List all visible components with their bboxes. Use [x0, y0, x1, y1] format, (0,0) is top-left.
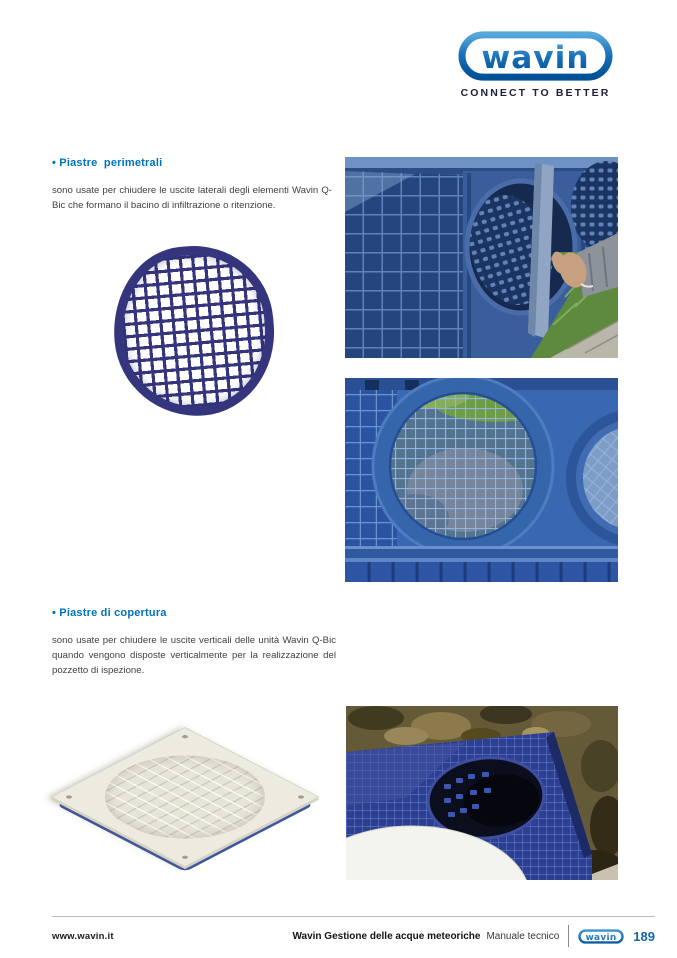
page-number: 189: [633, 928, 655, 944]
footer-right-group: [292, 924, 655, 948]
wavin-logo-small-text: wavin: [585, 932, 617, 943]
section-body-piastre-di-copertura: sono usate per chiudere le uscite verticali delle unità Wavin Q-Bic quando vengono disposte verticalmente per la realizzazione del pozzetto di ispezione.: [52, 635, 336, 676]
cover-plate-grid-circle: [72, 738, 298, 856]
screw-dot: [65, 795, 73, 799]
section-heading-piastre-perimetrali: • Piastre perimetrali: [52, 157, 163, 169]
photo-cover-plate-installed: [346, 706, 618, 880]
cover-plate: [51, 727, 320, 867]
perimeter-plate-product-image: [107, 239, 281, 422]
screw-dot: [181, 855, 189, 859]
header-tagline: CONNECT TO BETTER: [460, 87, 611, 99]
photo-installing-perimeter-plate: [345, 157, 618, 358]
footer-subtitle: Manuale tecnico: [486, 930, 560, 942]
footer-divider-line: [52, 916, 655, 917]
wavin-logo-icon: [458, 30, 613, 82]
screw-dot: [297, 795, 305, 799]
wavin-logo: [458, 30, 613, 99]
screw-dot: [181, 734, 189, 738]
photo-perimeter-plate-installed: [345, 378, 618, 582]
section-body-piastre-perimetrali: sono usate per chiudere le uscite laterali degli elementi Wavin Q-Bic che formano il bacino di infiltrazione o ritenzione.: [52, 185, 332, 211]
footer-series-title: Wavin Gestione delle acque meteoriche: [292, 930, 481, 942]
footer-website: www.wavin.it: [52, 931, 114, 942]
wavin-logo-small-icon: [578, 929, 624, 944]
wavin-logo-text: wavin: [481, 40, 590, 77]
footer-vertical-divider: [568, 925, 569, 947]
cover-plate-product-image: [46, 700, 324, 896]
section-heading-piastre-di-copertura: • Piastre di copertura: [52, 607, 167, 619]
